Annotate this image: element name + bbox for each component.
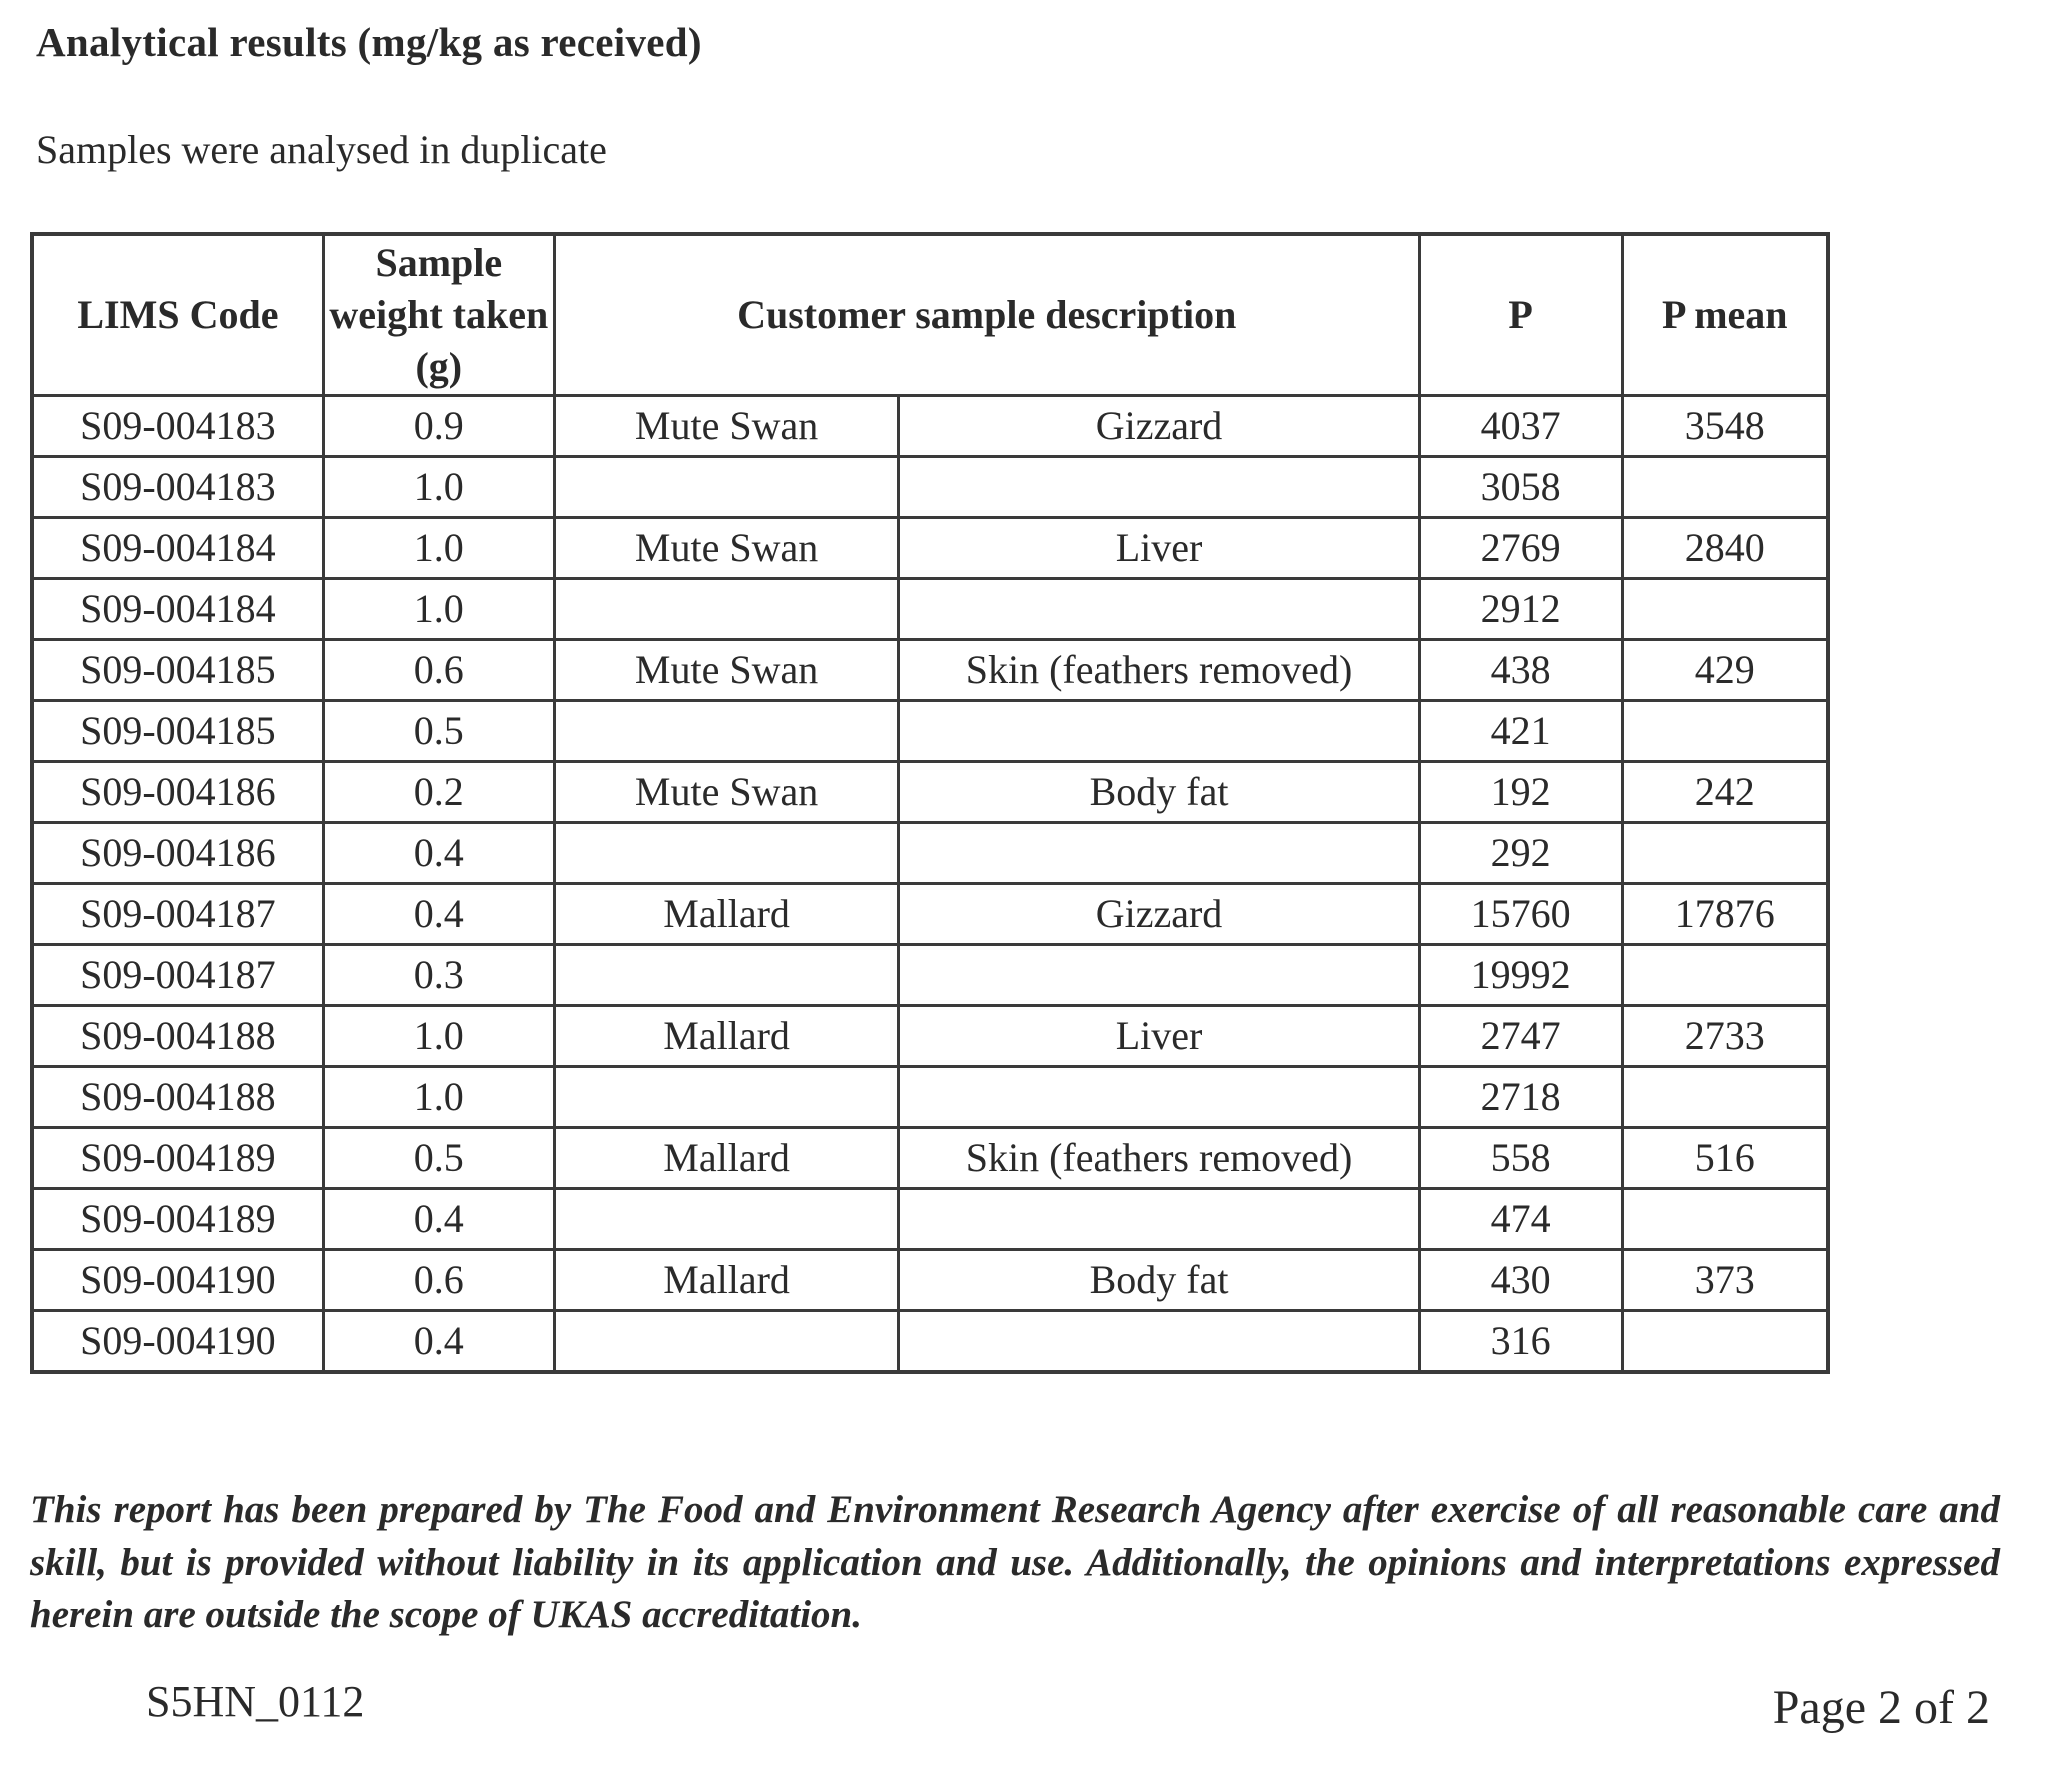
header-lims-code: LIMS Code [32,234,323,396]
cell-lims-code: S09-004189 [32,1128,323,1189]
cell-p: 474 [1419,1189,1622,1250]
cell-species [554,945,899,1006]
disclaimer: This report has been prepared by The Food and Environment Research Agency after exercise of all reasonable care and skill, but is provided without liability in its application and use. Additionally, the opinions and interpretations expressed herein are outside the scope of UKAS accreditation. [30,1488,2000,1637]
report-heading: Analytical results (mg/kg as received) [36,19,702,65]
header-description: Customer sample description [554,234,1419,396]
cell-tissue: Gizzard [899,884,1419,945]
table-row [32,945,1828,1006]
cell-tissue: Body fat [899,1250,1419,1311]
cell-lims-code: S09-004189 [32,1189,323,1250]
cell-species: Mallard [554,1128,899,1189]
cell-species: Mallard [554,1006,899,1067]
cell-sample-weight: 0.4 [323,1311,554,1373]
cell-species: Mute Swan [554,640,899,701]
cell-sample-weight: 0.4 [323,884,554,945]
table-row [32,1006,1828,1067]
table-row [32,579,1828,640]
cell-p: 19992 [1419,945,1622,1006]
cell-lims-code: S09-004184 [32,579,323,640]
cell-p: 421 [1419,701,1622,762]
cell-species [554,1067,899,1128]
cell-p: 430 [1419,1250,1622,1311]
cell-tissue [899,1067,1419,1128]
cell-p-mean [1622,1067,1828,1128]
cell-p-mean [1622,1311,1828,1373]
cell-p-mean [1622,1189,1828,1250]
cell-sample-weight: 0.2 [323,762,554,823]
cell-p: 438 [1419,640,1622,701]
cell-tissue: Body fat [899,762,1419,823]
table-row [32,762,1828,823]
table-row [32,518,1828,579]
cell-sample-weight: 1.0 [323,457,554,518]
cell-p: 316 [1419,1311,1622,1373]
cell-lims-code: S09-004183 [32,396,323,457]
cell-sample-weight: 1.0 [323,1006,554,1067]
table-row [32,1311,1828,1373]
table-row [32,640,1828,701]
cell-sample-weight: 0.5 [323,701,554,762]
header-p: P [1419,234,1622,396]
cell-p: 2769 [1419,518,1622,579]
cell-species: Mute Swan [554,762,899,823]
cell-p-mean: 3548 [1622,396,1828,457]
cell-tissue [899,823,1419,884]
cell-p: 558 [1419,1128,1622,1189]
cell-species [554,1311,899,1373]
cell-tissue: Liver [899,518,1419,579]
cell-lims-code: S09-004185 [32,640,323,701]
cell-species [554,579,899,640]
cell-p-mean: 516 [1622,1128,1828,1189]
cell-tissue [899,457,1419,518]
cell-p: 2747 [1419,1006,1622,1067]
report-subheading: Samples were analysed in duplicate [36,127,607,172]
cell-p-mean: 2733 [1622,1006,1828,1067]
cell-p-mean: 17876 [1622,884,1828,945]
cell-tissue: Gizzard [899,396,1419,457]
table-row [32,1250,1828,1311]
cell-tissue [899,579,1419,640]
results-table [30,232,1830,1374]
cell-species [554,457,899,518]
cell-p-mean: 373 [1622,1250,1828,1311]
cell-species [554,1189,899,1250]
cell-sample-weight: 1.0 [323,579,554,640]
cell-species: Mute Swan [554,518,899,579]
cell-sample-weight: 0.4 [323,1189,554,1250]
table-row [32,396,1828,457]
cell-lims-code: S09-004186 [32,823,323,884]
cell-lims-code: S09-004183 [32,457,323,518]
cell-sample-weight: 0.5 [323,1128,554,1189]
cell-p-mean [1622,457,1828,518]
cell-tissue: Skin (feathers removed) [899,640,1419,701]
cell-sample-weight: 1.0 [323,1067,554,1128]
cell-tissue [899,701,1419,762]
cell-lims-code: S09-004190 [32,1311,323,1373]
cell-lims-code: S09-004186 [32,762,323,823]
cell-tissue [899,945,1419,1006]
cell-p-mean [1622,579,1828,640]
header-sample-weight: Sample weight taken (g) [323,234,554,396]
cell-lims-code: S09-004185 [32,701,323,762]
cell-p: 4037 [1419,396,1622,457]
cell-p-mean [1622,701,1828,762]
cell-p-mean: 242 [1622,762,1828,823]
cell-sample-weight: 0.6 [323,1250,554,1311]
cell-tissue [899,1189,1419,1250]
cell-lims-code: S09-004187 [32,884,323,945]
cell-species: Mallard [554,884,899,945]
cell-p: 15760 [1419,884,1622,945]
cell-p: 2718 [1419,1067,1622,1128]
cell-p: 2912 [1419,579,1622,640]
cell-p-mean: 429 [1622,640,1828,701]
cell-sample-weight: 0.6 [323,640,554,701]
cell-lims-code: S09-004187 [32,945,323,1006]
cell-species: Mallard [554,1250,899,1311]
header-p-mean: P mean [1622,234,1828,396]
cell-sample-weight: 0.3 [323,945,554,1006]
cell-sample-weight: 0.4 [323,823,554,884]
cell-p: 192 [1419,762,1622,823]
results-body [32,396,1828,1373]
cell-tissue [899,1311,1419,1373]
cell-p: 3058 [1419,457,1622,518]
cell-species [554,701,899,762]
table-row [32,884,1828,945]
cell-lims-code: S09-004184 [32,518,323,579]
cell-lims-code: S09-004188 [32,1006,323,1067]
cell-tissue: Skin (feathers removed) [899,1128,1419,1189]
table-row [32,701,1828,762]
page-number: Page 2 of 2 [1772,1681,1990,1734]
table-row [32,1189,1828,1250]
cell-tissue: Liver [899,1006,1419,1067]
cell-sample-weight: 1.0 [323,518,554,579]
cell-sample-weight: 0.9 [323,396,554,457]
cell-species [554,823,899,884]
cell-p-mean [1622,823,1828,884]
cell-p: 292 [1419,823,1622,884]
cell-lims-code: S09-004190 [32,1250,323,1311]
table-row [32,823,1828,884]
cell-p-mean [1622,945,1828,1006]
table-row [32,1128,1828,1189]
cell-p-mean: 2840 [1622,518,1828,579]
cell-lims-code: S09-004188 [32,1067,323,1128]
cell-species: Mute Swan [554,396,899,457]
table-row [32,1067,1828,1128]
table-row [32,457,1828,518]
table-header-row [32,234,1828,396]
document-code: S5HN_0112 [146,1677,365,1726]
